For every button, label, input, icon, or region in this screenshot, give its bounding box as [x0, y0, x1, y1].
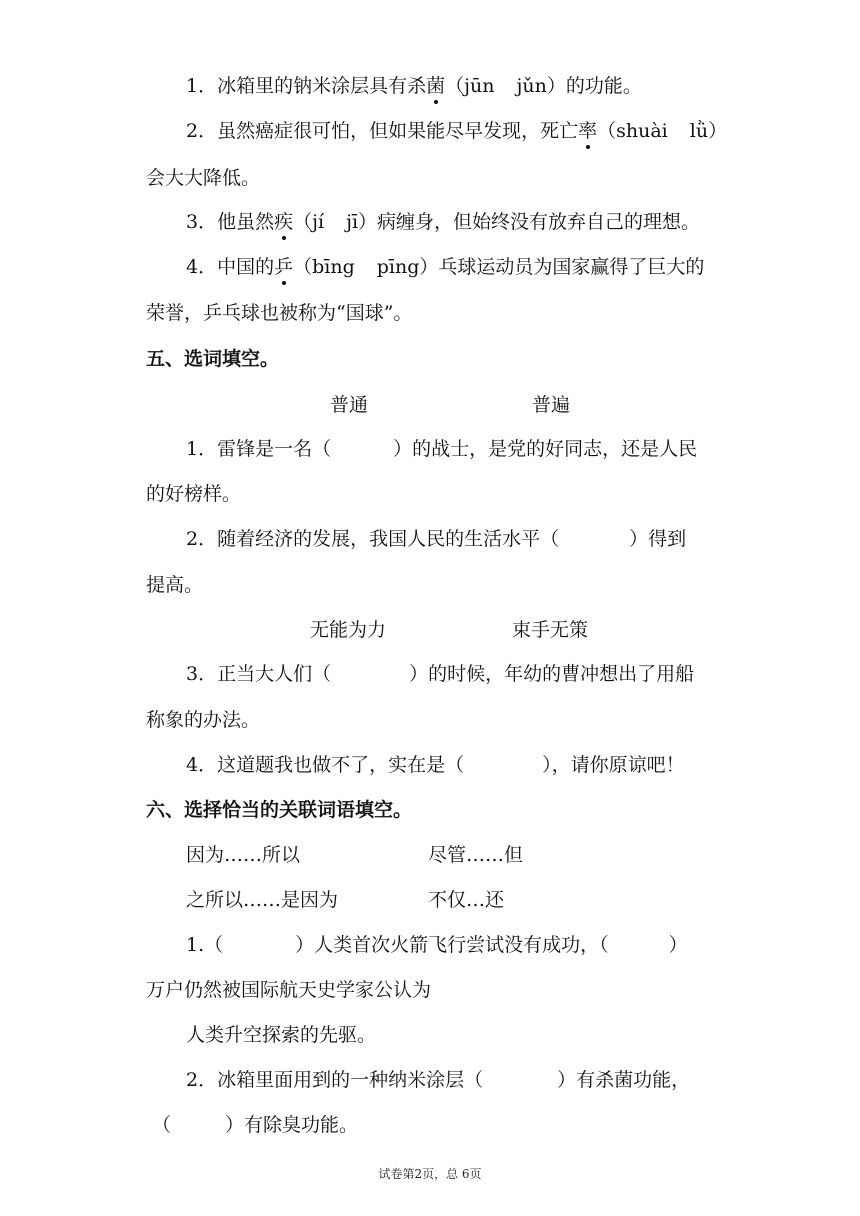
dotted-char: 疾 [274, 211, 294, 233]
dotted-char: 菌 [426, 75, 446, 97]
word-option: 无能为力 [310, 619, 387, 641]
s5-q4: 4．这道题我也做不了，实在是（ ），请你原谅吧！ [186, 754, 685, 776]
s4-q3: 3．他虽然疾（jí jī）病缠身，但始终没有放弃自己的理想。 [186, 211, 701, 233]
s6-q1: 1.（ ）人类首次火箭飞行尝试没有成功，（ ） [186, 934, 688, 956]
s5-q3-line2: 称象的办法。 [146, 709, 261, 731]
s4-q4-line2: 荣誉，乒乓球也被称为“国球”。 [146, 302, 413, 324]
s5-q2: 2．随着经济的发展，我国人民的生活水平（ ）得到 [186, 528, 687, 550]
dotted-char: 乒 [274, 256, 294, 278]
s5-q1-line2: 的好榜样。 [146, 483, 242, 505]
conjunction-option: 尽管……但 [428, 844, 524, 866]
conjunction-option: 不仅…还 [428, 889, 505, 911]
s6-q1-line3: 人类升空探索的先驱。 [186, 1024, 377, 1046]
s5-q2-line2: 提高。 [146, 574, 204, 596]
s4-q1: 1．冰箱里的钠米涂层具有杀菌（jūn jǔn）的功能。 [186, 75, 642, 97]
s6-q2-line2: （ ）有除臭功能。 [152, 1114, 359, 1136]
conjunction-option: 因为……所以 [186, 844, 301, 866]
s5-q1: 1．雷锋是一名（ ）的战士，是党的好同志，还是人民 [186, 438, 698, 460]
s4-q2: 2．虽然癌症很可怕，但如果能尽早发现，死亡率（shuài lǜ） [186, 120, 728, 142]
page-footer: 试卷第2页，总 6页 [378, 1167, 482, 1181]
conjunction-option: 之所以……是因为 [186, 889, 339, 911]
s4-q2-line2: 会大大降低。 [146, 167, 261, 189]
s6-q2: 2．冰箱里面用到的一种纳米涂层（ ）有杀菌功能， [186, 1069, 691, 1091]
section6-title: 六、选择恰当的关联词语填空。 [146, 799, 413, 821]
dotted-char: 率 [578, 120, 598, 142]
s5-q3: 3．正当大人们（ ）的时候，年幼的曹冲想出了用船 [186, 663, 695, 685]
word-option: 束手无策 [512, 619, 589, 641]
s4-q4: 4．中国的乒（bīng pīng）乓球运动员为国家赢得了巨大的 [186, 256, 705, 278]
word-option: 普遍 [532, 394, 571, 416]
s6-q1-line2: 万户仍然被国际航天史学家公认为 [146, 979, 432, 1001]
word-option: 普通 [330, 394, 369, 416]
section5-title: 五、选词填空。 [146, 348, 280, 370]
